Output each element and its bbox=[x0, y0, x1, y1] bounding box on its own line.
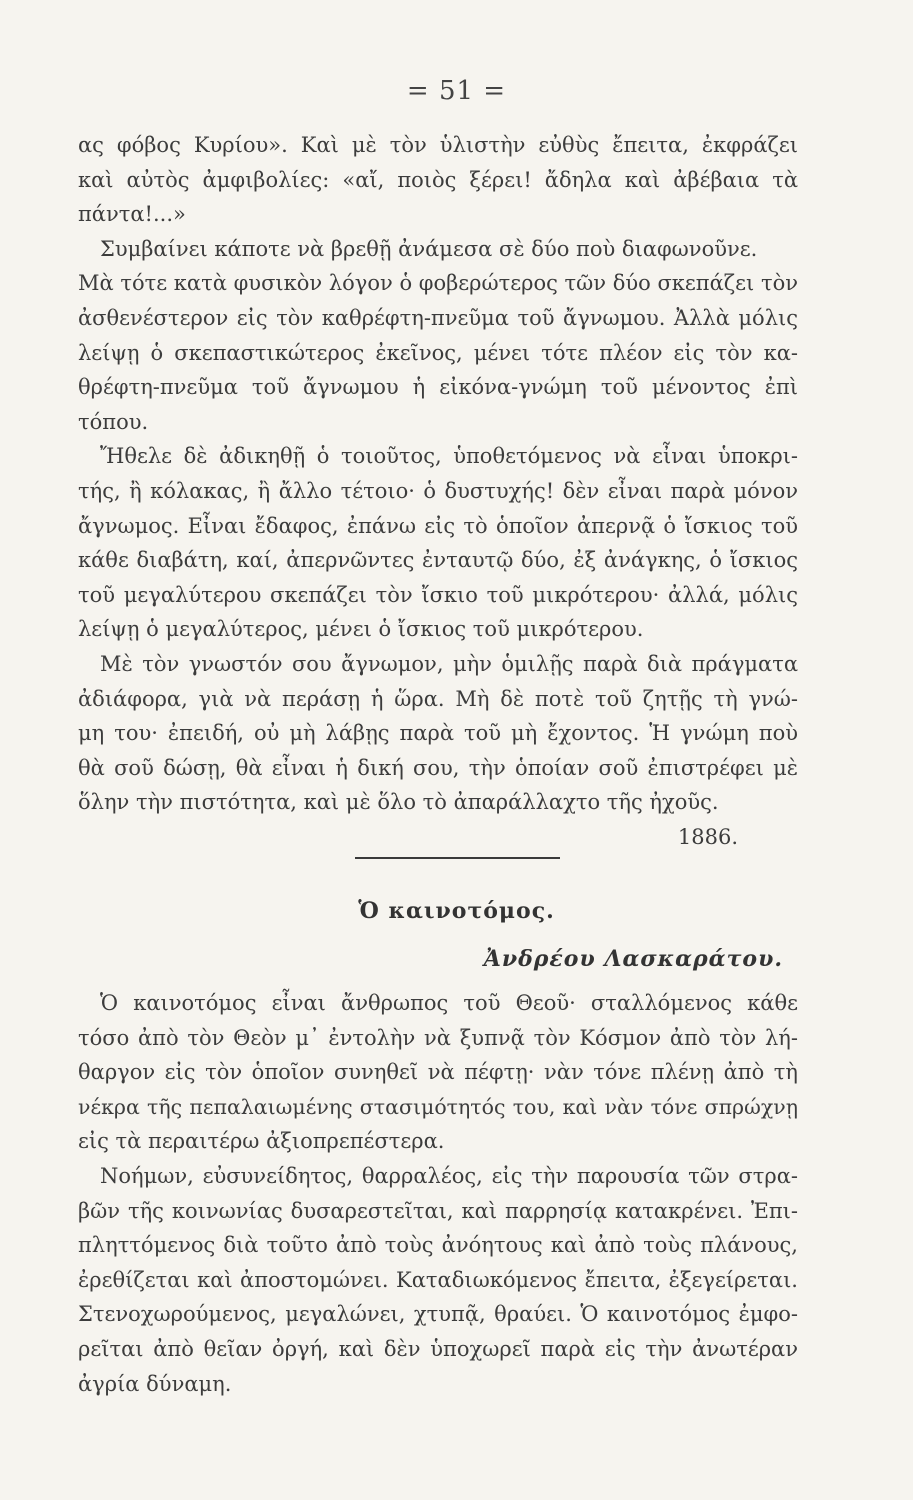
text-line: καὶ αὐτὸς ἀμφιβολίες: «αἴ, ποιὸς ξέρει! ἄδηλα καὶ ἀβέβαια τὰ bbox=[78, 167, 798, 192]
text-line: ρεῖται ἀπὸ θεῖαν ὀργή, καὶ δὲν ὑποχωρεῖ παρὰ εἰς τὴν ἀνωτέραν bbox=[78, 1336, 798, 1361]
text-line: τόπου. bbox=[78, 409, 149, 434]
page-number: = 51 = bbox=[406, 76, 507, 106]
text-line: θαργον εἰς τὸν ὁποῖον συνηθεῖ νὰ πέφτῃ· νὰν τόνε πλένῃ ἀπὸ τὴ bbox=[78, 1060, 798, 1085]
text-line: ας φόβος Κυρίου». Καὶ μὲ τὸν ὑλιστὴν εὐθὺς ἔπειτα, ἐκφράζει bbox=[78, 133, 798, 157]
text-line: μη του· ἐπειδή, οὐ μὴ λάβῃς παρὰ τοῦ μὴ ἔχοντος. Ἡ γνώμη ποὺ bbox=[78, 721, 798, 746]
text-line: τοῦ μεγαλύτερου σκεπάζει τὸν ἴσκιο τοῦ μικρότερου· ἀλλά, μόλις bbox=[78, 582, 798, 607]
text-line: Νοήμων, εὐσυνείδητος, θαρραλέος, εἰς τὴν παρουσία τῶν στρα- bbox=[100, 1163, 798, 1188]
text-line: Συμβαίνει κάποτε νὰ βρεθῇ ἀνάμεσα σὲ δύο ποὺ διαφωνοῦνε. bbox=[100, 236, 758, 261]
text-line: βῶν τῆς κοινωνίας δυσαρεστεῖται, καὶ παρρησίᾳ κατακρένει. Ἐπι- bbox=[78, 1198, 798, 1223]
text-line: εἰς τὰ περαιτέρω ἀξιοπρεπέστερα. bbox=[78, 1129, 445, 1154]
text-line: πληττόμενος διὰ τοῦτο ἀπὸ τοὺς ἀνόητους καὶ ἀπὸ τοὺς πλάνους, bbox=[78, 1233, 798, 1258]
section-divider bbox=[355, 857, 560, 859]
text-line: ἀσθενέστερον εἰς τὸν καθρέφτη-πνεῦμα τοῦ ἄγνωμου. Ἀλλὰ μόλις bbox=[78, 305, 798, 330]
text-line: ἐρεθίζεται καὶ ἀποστομώνει. Καταδιωκόμενος ἔπειτα, ἐξεγείρεται. bbox=[78, 1267, 798, 1292]
text-line: ἀδιάφορα, γιὰ νὰ περάσῃ ἡ ὥρα. Μὴ δὲ ποτὲ τοῦ ζητῇς τὴ γνώ- bbox=[78, 686, 798, 711]
date-line: 1886. bbox=[677, 824, 738, 849]
text-line: ἄγνωμος. Εἶναι ἔδαφος, ἐπάνω εἰς τὸ ὁποῖον ἀπερνᾷ ὁ ἴσκιος τοῦ bbox=[78, 513, 798, 538]
text-line: θρέφτη-πνεῦμα τοῦ ἄγνωμου ἡ εἰκόνα-γνώμη τοῦ μένοντος ἐπὶ bbox=[78, 375, 798, 400]
text-block-2 bbox=[78, 986, 798, 1401]
text-line: λείψῃ ὁ σκεπαστικώτερος ἐκεῖνος, μένει τότε πλέον εἰς τὸν κα- bbox=[78, 340, 798, 365]
text-line: κάθε διαβάτη, καί, ἀπερνῶντες ἐνταυτῷ δύο, ἐξ ἀνάγκης, ὁ ἴσκιος bbox=[78, 548, 798, 573]
text-line: νέκρα τῆς πεπαλαιωμένης στασιμότητός του, καὶ νὰν τόνε σπρώχνῃ bbox=[78, 1094, 798, 1119]
text-line: Ἤθελε δὲ ἀδικηθῇ ὁ τοιοῦτος, ὑποθετόμενος νὰ εἶναι ὑποκρι- bbox=[100, 444, 798, 469]
text-line: ἀγρία δύναμη. bbox=[78, 1371, 232, 1396]
text-line: Στενοχωρούμενος, μεγαλώνει, χτυπᾷ, θραύει. Ὁ καινοτόμος ἐμφο- bbox=[78, 1302, 798, 1327]
section-title: Ὁ καινοτόμος. bbox=[358, 898, 555, 924]
text-line: τής, ἢ κόλακας, ἢ ἄλλο τέτοιο· ὁ δυστυχής! δὲν εἶναι παρὰ μόνον bbox=[78, 478, 798, 503]
text-line: πάντα!...» bbox=[78, 202, 186, 227]
section-author: Ἀνδρέου Λασκαράτου. bbox=[483, 946, 783, 972]
text-line: Ὁ καινοτόμος εἶναι ἄνθρωπος τοῦ Θεοῦ· σταλλόμενος κάθε bbox=[100, 991, 798, 1015]
text-line: λείψῃ ὁ μεγαλύτερος, μένει ὁ ἴσκιος τοῦ μικρότερου. bbox=[78, 617, 644, 642]
text-line: τόσο ἀπὸ τὸν Θεὸν μ᾽ ἐντολὴν νὰ ξυπνᾷ τὸν Κόσμον ἀπὸ τὸν λή- bbox=[78, 1025, 798, 1050]
text-line: θὰ σοῦ δώσῃ, θὰ εἶναι ἡ δική σου, τὴν ὁποίαν σοῦ ἐπιστρέφει μὲ bbox=[78, 755, 798, 780]
text-line: ὅλην τὴν πιστότητα, καὶ μὲ ὅλο τὸ ἀπαράλλαχτο τῆς ἠχοῦς. bbox=[78, 790, 719, 815]
text-block-1 bbox=[78, 128, 798, 854]
text-line: Μὰ τότε κατὰ φυσικὸν λόγον ὁ φοβερώτερος τῶν δύο σκεπάζει τὸν bbox=[78, 271, 798, 296]
text-line: Μὲ τὸν γνωστόν σου ἄγνωμον, μὴν ὁμιλῇς παρὰ διὰ πράγματα bbox=[100, 651, 798, 676]
